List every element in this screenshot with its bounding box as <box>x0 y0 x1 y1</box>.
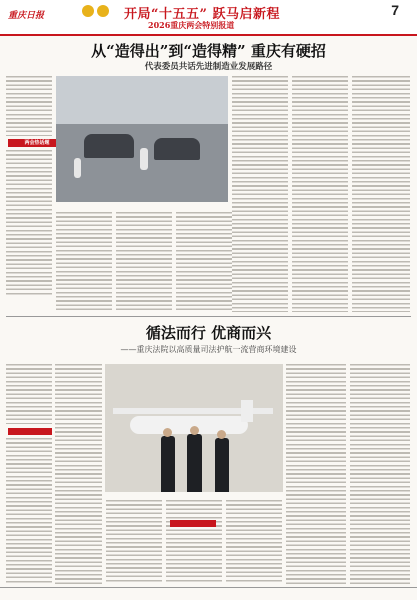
article2-title: 循法而行 优商而兴 <box>145 324 272 342</box>
article1-section-label: 两会热话题 <box>8 139 66 147</box>
article1-column-7 <box>352 76 410 312</box>
article2-subtitle: ——重庆法院以高质量司法护航一流营商环境建设 <box>120 345 297 354</box>
party-emblem-icon <box>97 5 109 17</box>
article1-column-4 <box>176 212 232 312</box>
article2-column-3 <box>106 500 162 584</box>
article2-column-2 <box>55 364 102 584</box>
article2-column-4 <box>166 500 222 584</box>
masthead-banner <box>0 0 417 36</box>
article2-section-head-1 <box>8 428 52 435</box>
article2-photo-aircraft <box>105 364 283 492</box>
article1-column-6 <box>292 76 348 312</box>
article2-column-6 <box>286 364 346 584</box>
newspaper-logo: 重庆日报 <box>8 11 45 21</box>
article2-section-head-2 <box>170 520 216 527</box>
article1-column-1 <box>6 150 52 295</box>
article1-column-5 <box>232 76 288 312</box>
article1-photo-factory <box>56 76 228 202</box>
national-emblem-icon <box>82 5 94 17</box>
article2-column-7 <box>350 364 410 584</box>
article-divider <box>6 316 411 317</box>
article1-column-3 <box>116 212 172 312</box>
banner-subslogan: 2026重庆两会特别报道 <box>148 20 235 30</box>
article2-column-5 <box>226 500 282 584</box>
page-number: 7 <box>391 2 399 18</box>
article1-column-intro <box>6 76 52 136</box>
article2-column-intro <box>6 364 52 424</box>
article2-column-1 <box>6 438 52 584</box>
article1-title: 从“造得出”到“造得精” 重庆有硬招 <box>91 42 326 60</box>
article1-column-2 <box>56 212 112 312</box>
article1-subtitle: 代表委员共话先进制造业发展路径 <box>144 62 273 72</box>
page-footer <box>0 587 417 600</box>
banner-slogan: 开局“十五五” 跃马启新程 <box>124 7 280 22</box>
